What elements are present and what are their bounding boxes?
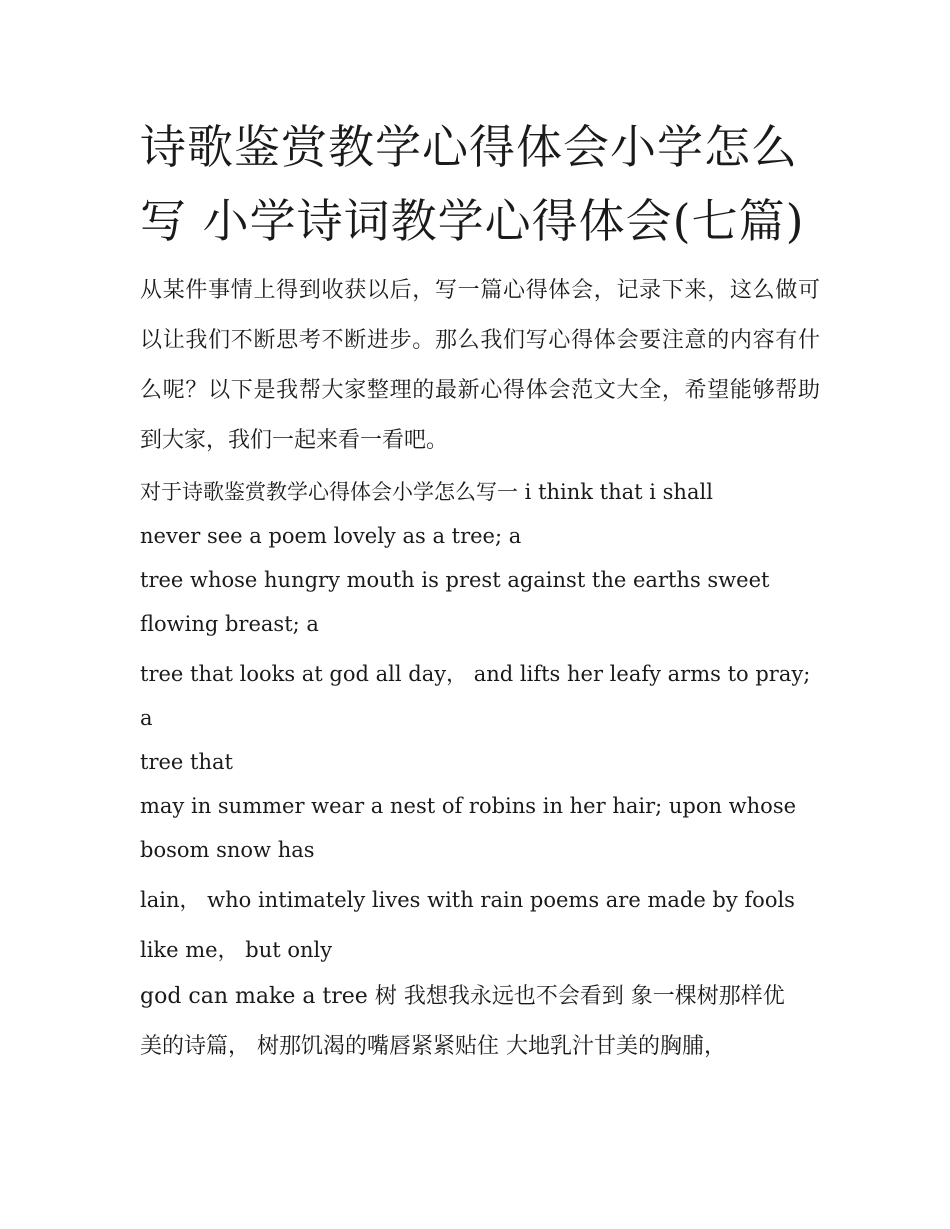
text-line: god can make a tree 树 我想我永远也不会看到 象一棵树那样优 [140, 984, 785, 1009]
text-line: flowing breast; a [140, 612, 319, 636]
intro-paragraph: 从某件事情上得到收获以后，写一篇心得体会，记录下来，这么做可以让我们不断思考不断进步。那么我们写心得体会要注意的内容有什么呢？以下是我帮大家整理的最新心得体会范文大全，希望能够帮助到大家，我们一起来看一看吧。 [140, 278, 820, 453]
text-line: 对于诗歌鉴赏教学心得体会小学怎么写一 i think that i shall [140, 480, 713, 504]
document-title: 诗歌鉴赏教学心得体会小学怎么写 小学诗词教学心得体会(七篇) [140, 120, 805, 248]
text-line: never see a poem lovely as a tree; a [140, 524, 522, 548]
text-line: tree whose hungry mouth is prest against the earths sweet [140, 568, 770, 592]
text-line: 美的诗篇， 树那饥渴的嘴唇紧紧贴住 大地乳汁甘美的胸脯， [140, 1034, 726, 1059]
text-line: bosom snow has [140, 838, 315, 862]
text-line: lain， who intimately lives with rain poems are made by fools [140, 888, 795, 912]
text-line: may in summer wear a nest of robins in her hair; upon whose [140, 794, 797, 818]
text-line: tree that [140, 750, 233, 774]
document-page [140, 110, 820, 1072]
text-line: tree that looks at god all day， and lifts her leafy arms to pray; a [140, 662, 817, 730]
text-line: like me， but only [140, 938, 333, 962]
